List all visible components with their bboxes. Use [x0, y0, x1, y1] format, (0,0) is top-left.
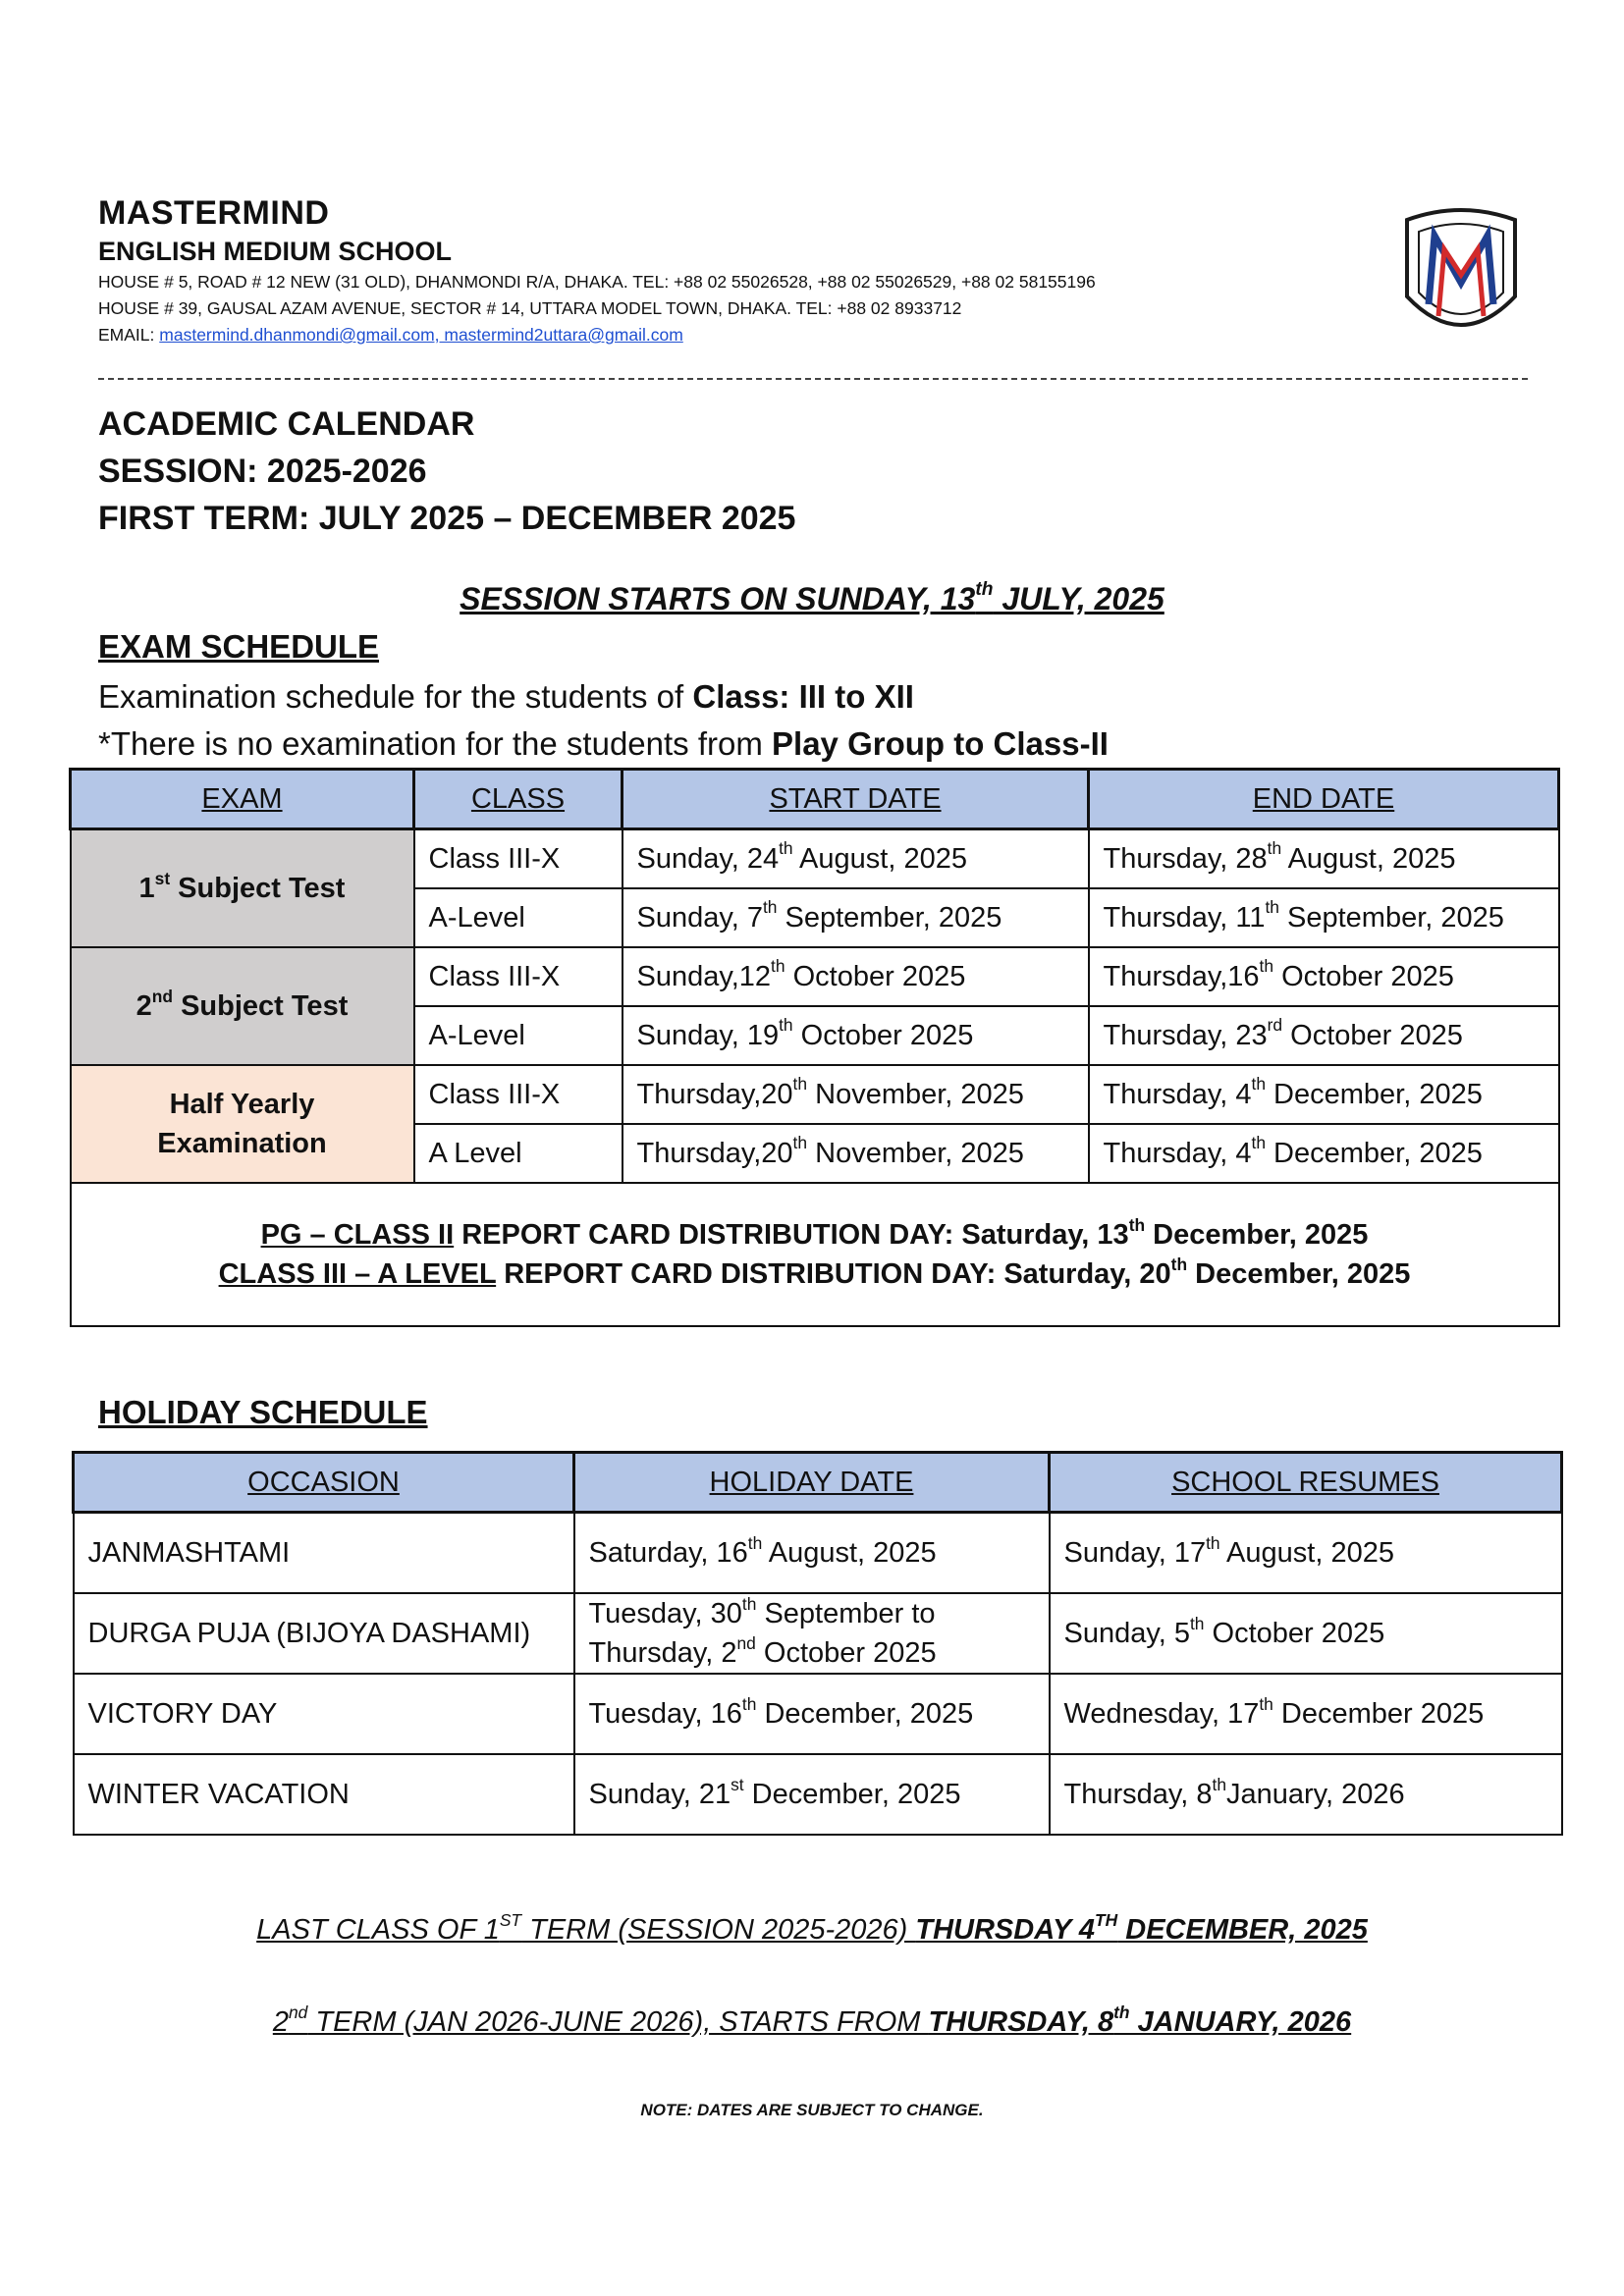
term-title: FIRST TERM: JULY 2025 – DECEMBER 2025 [98, 500, 796, 537]
date-sup: rd [1267, 1015, 1283, 1036]
holiday-date-cell [574, 1513, 1050, 1594]
date-text: Thursday, 4 [1103, 1137, 1252, 1169]
date-sup: th [779, 1015, 793, 1036]
date-sup: th [1265, 897, 1279, 918]
second-term-date [928, 2002, 1352, 2038]
date-text: Saturday, 16 [588, 1537, 748, 1569]
table-row [74, 1513, 1562, 1594]
second-term-day: THURSDAY, 8 [928, 2006, 1114, 2038]
school-subtitle: ENGLISH MEDIUM SCHOOL [98, 237, 453, 266]
date-text: Thursday,20 [636, 1137, 793, 1169]
holiday-schedule-heading: HOLIDAY SCHEDULE [98, 1394, 428, 1430]
date-text: September to [756, 1598, 936, 1629]
address-dhanmondi: HOUSE # 5, ROAD # 12 NEW (31 OLD), DHANMONDI R/A, DHAKA. TEL: +88 02 55026528, +88 02 55026529, +88 02 58155196 [98, 272, 1096, 292]
date-text: December 2025 [1272, 1698, 1485, 1730]
last-class-sup: ST [499, 1909, 522, 1930]
last-class-month: DECEMBER, 2025 [1117, 1914, 1368, 1946]
date-text: Wednesday, 17 [1063, 1698, 1260, 1730]
address-uttara: HOUSE # 39, GAUSAL AZAM AVENUE, SECTOR # 14, UTTARA MODEL TOWN, DHAKA. TEL: +88 02 8933712 [98, 298, 962, 318]
start-date-cell [623, 1006, 1089, 1065]
report-card-date: December, 2025 [1187, 1258, 1411, 1290]
class-cell: A-Level [414, 888, 623, 947]
date-text: Sunday, 17 [1063, 1537, 1207, 1569]
date-text: Sunday,12 [636, 960, 772, 992]
start-date-cell [623, 888, 1089, 947]
last-class-line [0, 1909, 1624, 1947]
date-text: September, 2025 [1278, 901, 1504, 934]
table-row [74, 1754, 1562, 1835]
last-class-term: TERM (SESSION 2025-2026) [521, 1914, 916, 1946]
email-label: EMAIL: [98, 325, 155, 345]
no-exam-line [98, 721, 1109, 768]
date-text: Sunday, 5 [1063, 1618, 1190, 1649]
column-header: END DATE [1089, 770, 1559, 829]
date-text: October 2025 [792, 1019, 974, 1051]
report-card-cell [71, 1183, 1559, 1326]
date-text: August, 2025 [1281, 842, 1456, 875]
date-text: Sunday, 19 [636, 1019, 780, 1051]
report-card-date: December, 2025 [1145, 1219, 1369, 1251]
exam-name-cell [71, 947, 414, 1065]
column-header: EXAM [71, 770, 414, 829]
exam-name-sup: nd [151, 986, 174, 1006]
date-sup: th [1259, 956, 1274, 977]
exam-name-rest: Subject Test [170, 873, 346, 904]
report-card-text: REPORT CARD DISTRIBUTION DAY: Saturday, 13 [454, 1219, 1129, 1251]
holiday-date-cell [574, 1754, 1050, 1835]
second-term-text: TERM (JAN 2026-JUNE 2026), STARTS FROM [307, 2006, 929, 2038]
report-card-group: CLASS III – A LEVEL [218, 1258, 497, 1290]
end-date-cell [1089, 1065, 1559, 1124]
date-text: November, 2025 [807, 1078, 1024, 1110]
date-text: September, 2025 [777, 901, 1002, 934]
date-sup: th [1212, 1774, 1226, 1794]
date-sup: th [1251, 1074, 1266, 1095]
date-text: Thursday,16 [1103, 960, 1260, 992]
second-term-month: JANUARY, 2026 [1129, 2006, 1352, 2038]
column-header: START DATE [623, 770, 1089, 829]
occasion-cell: VICTORY DAY [74, 1674, 574, 1754]
exam-schedule-table [69, 768, 1560, 1327]
start-date-cell [623, 947, 1089, 1006]
date-sup: th [792, 1074, 808, 1095]
date-line [589, 1633, 1035, 1673]
date-text: Sunday, 7 [636, 901, 763, 934]
eligibility-classes: Class: III to XII [692, 678, 914, 715]
email-links[interactable]: mastermind.dhanmondi@gmail.com, mastermind2uttara@gmail.com [159, 325, 683, 345]
last-class-day: THURSDAY 4 [915, 1914, 1096, 1946]
school-header [98, 192, 1424, 348]
date-sup: st [731, 1774, 744, 1794]
session-title: SESSION: 2025-2026 [98, 453, 427, 490]
second-term-num: 2 [272, 2006, 289, 2038]
date-text: December, 2025 [743, 1779, 961, 1810]
resume-date-cell [1050, 1754, 1562, 1835]
table-row [71, 947, 1559, 1006]
date-text: October 2025 [755, 1637, 937, 1669]
report-card-line-senior [85, 1255, 1544, 1294]
exam-name-sup: st [154, 868, 171, 888]
date-sup: th [771, 956, 785, 977]
start-date-cell [623, 1065, 1089, 1124]
date-text: Thursday, 23 [1103, 1019, 1268, 1051]
occasion-cell: DURGA PUJA (BIJOYA DASHAMI) [74, 1593, 574, 1674]
calendar-title: ACADEMIC CALENDAR [98, 405, 475, 443]
date-text: December, 2025 [1266, 1137, 1483, 1169]
report-card-sup: th [1128, 1214, 1146, 1235]
column-header: CLASS [414, 770, 623, 829]
date-text: December, 2025 [1266, 1078, 1483, 1110]
date-text: Sunday, 24 [636, 842, 780, 875]
table-row [74, 1593, 1562, 1674]
date-text: October 2025 [1273, 960, 1454, 992]
exam-schedule-heading: EXAM SCHEDULE [98, 628, 380, 665]
table-header-row [71, 770, 1559, 829]
date-text: Thursday, 2 [588, 1637, 737, 1669]
second-term-line [0, 2002, 1624, 2039]
date-text: October 2025 [1282, 1019, 1463, 1051]
date-text: Sunday, 21 [588, 1779, 731, 1810]
class-cell: A Level [414, 1124, 623, 1183]
occasion-cell: WINTER VACATION [74, 1754, 574, 1835]
session-start-sup: th [975, 579, 994, 601]
no-exam-text: *There is no examination for the students from [98, 725, 773, 762]
last-class-text: LAST CLASS OF 1 [256, 1914, 500, 1946]
date-text: August, 2025 [792, 842, 967, 875]
no-exam-classes: Play Group to Class-II [772, 725, 1109, 762]
date-text: Thursday,20 [636, 1078, 793, 1110]
second-term-date-sup: th [1113, 2002, 1130, 2022]
report-card-line-pg [85, 1215, 1544, 1255]
school-name: MASTERMIND [98, 194, 330, 232]
date-text: Tuesday, 30 [588, 1598, 742, 1629]
resume-date-cell [1050, 1513, 1562, 1594]
holiday-date-cell [574, 1593, 1050, 1674]
holiday-schedule-table [72, 1451, 1563, 1836]
class-cell: Class III-X [414, 829, 623, 889]
report-card-sup: th [1170, 1254, 1188, 1274]
table-header-row [74, 1453, 1562, 1513]
email-line [98, 322, 1424, 348]
report-card-text: REPORT CARD DISTRIBUTION DAY: Saturday, 20 [496, 1258, 1171, 1290]
resume-date-cell [1050, 1674, 1562, 1754]
start-date-cell [623, 1124, 1089, 1183]
column-header: OCCASION [74, 1453, 574, 1513]
date-text: January, 2026 [1226, 1779, 1405, 1810]
calendar-title-block [98, 400, 795, 542]
exam-eligibility-line [98, 673, 914, 721]
last-class-date [915, 1909, 1368, 1946]
end-date-cell [1089, 1006, 1559, 1065]
table-row [71, 829, 1559, 889]
date-text: August, 2025 [762, 1537, 937, 1569]
date-text: Thursday, 11 [1103, 901, 1266, 934]
mastermind-crest-logo [1399, 206, 1523, 344]
report-card-row [71, 1183, 1559, 1326]
date-sup: th [792, 1133, 808, 1153]
date-text: December, 2025 [756, 1698, 974, 1730]
date-sup: nd [736, 1632, 756, 1653]
date-text: Thursday, 28 [1103, 842, 1268, 875]
exam-name-num: 2 [135, 990, 152, 1022]
date-text: Tuesday, 16 [588, 1698, 742, 1730]
exam-name-rest: Subject Test [173, 990, 349, 1022]
date-line [589, 1594, 1035, 1633]
header-divider [98, 378, 1528, 380]
end-date-cell [1089, 947, 1559, 1006]
class-cell: Class III-X [414, 1065, 623, 1124]
date-text: August, 2025 [1219, 1537, 1394, 1569]
date-sup: th [1251, 1133, 1266, 1153]
table-row [71, 1065, 1559, 1124]
session-start-text: SESSION STARTS ON SUNDAY, 13 [460, 581, 976, 616]
date-text: Thursday, 4 [1103, 1078, 1252, 1110]
session-start-banner [0, 581, 1624, 617]
exam-name-cell [71, 829, 414, 948]
date-text: October 2025 [1204, 1618, 1385, 1649]
table-row [74, 1674, 1562, 1754]
last-class-date-sup: TH [1095, 1909, 1118, 1930]
resume-date-cell [1050, 1593, 1562, 1674]
date-sup: th [1206, 1532, 1220, 1553]
session-start-month: JULY, 2025 [993, 581, 1164, 616]
date-text: Thursday, 8 [1063, 1779, 1213, 1810]
occasion-cell: JANMASHTAMI [74, 1513, 574, 1594]
class-cell: A-Level [414, 1006, 623, 1065]
dates-change-note: NOTE: DATES ARE SUBJECT TO CHANGE. [640, 2101, 984, 2119]
date-sup: th [1267, 838, 1282, 859]
date-sup: th [741, 1593, 757, 1614]
exam-name-line: Examination [157, 1128, 327, 1159]
second-term-sup: nd [288, 2002, 308, 2022]
column-header: SCHOOL RESUMES [1050, 1453, 1562, 1513]
class-cell: Class III-X [414, 947, 623, 1006]
end-date-cell [1089, 1124, 1559, 1183]
end-date-cell [1089, 829, 1559, 889]
date-sup: th [762, 897, 778, 918]
report-card-group: PG – CLASS II [260, 1219, 455, 1251]
date-sup: th [741, 1693, 757, 1714]
date-sup: th [779, 838, 793, 859]
holiday-date-cell [574, 1674, 1050, 1754]
date-sup: th [1189, 1613, 1205, 1633]
exam-name-cell [71, 1065, 414, 1183]
date-sup: th [747, 1532, 763, 1553]
date-text: November, 2025 [807, 1137, 1024, 1169]
date-sup: th [1259, 1693, 1273, 1714]
start-date-cell [623, 829, 1089, 889]
exam-name-line: Half Yearly [169, 1089, 315, 1120]
exam-name-num: 1 [138, 873, 155, 904]
date-text: October 2025 [785, 960, 966, 992]
eligibility-text: Examination schedule for the students of [98, 678, 693, 715]
end-date-cell [1089, 888, 1559, 947]
column-header: HOLIDAY DATE [574, 1453, 1050, 1513]
